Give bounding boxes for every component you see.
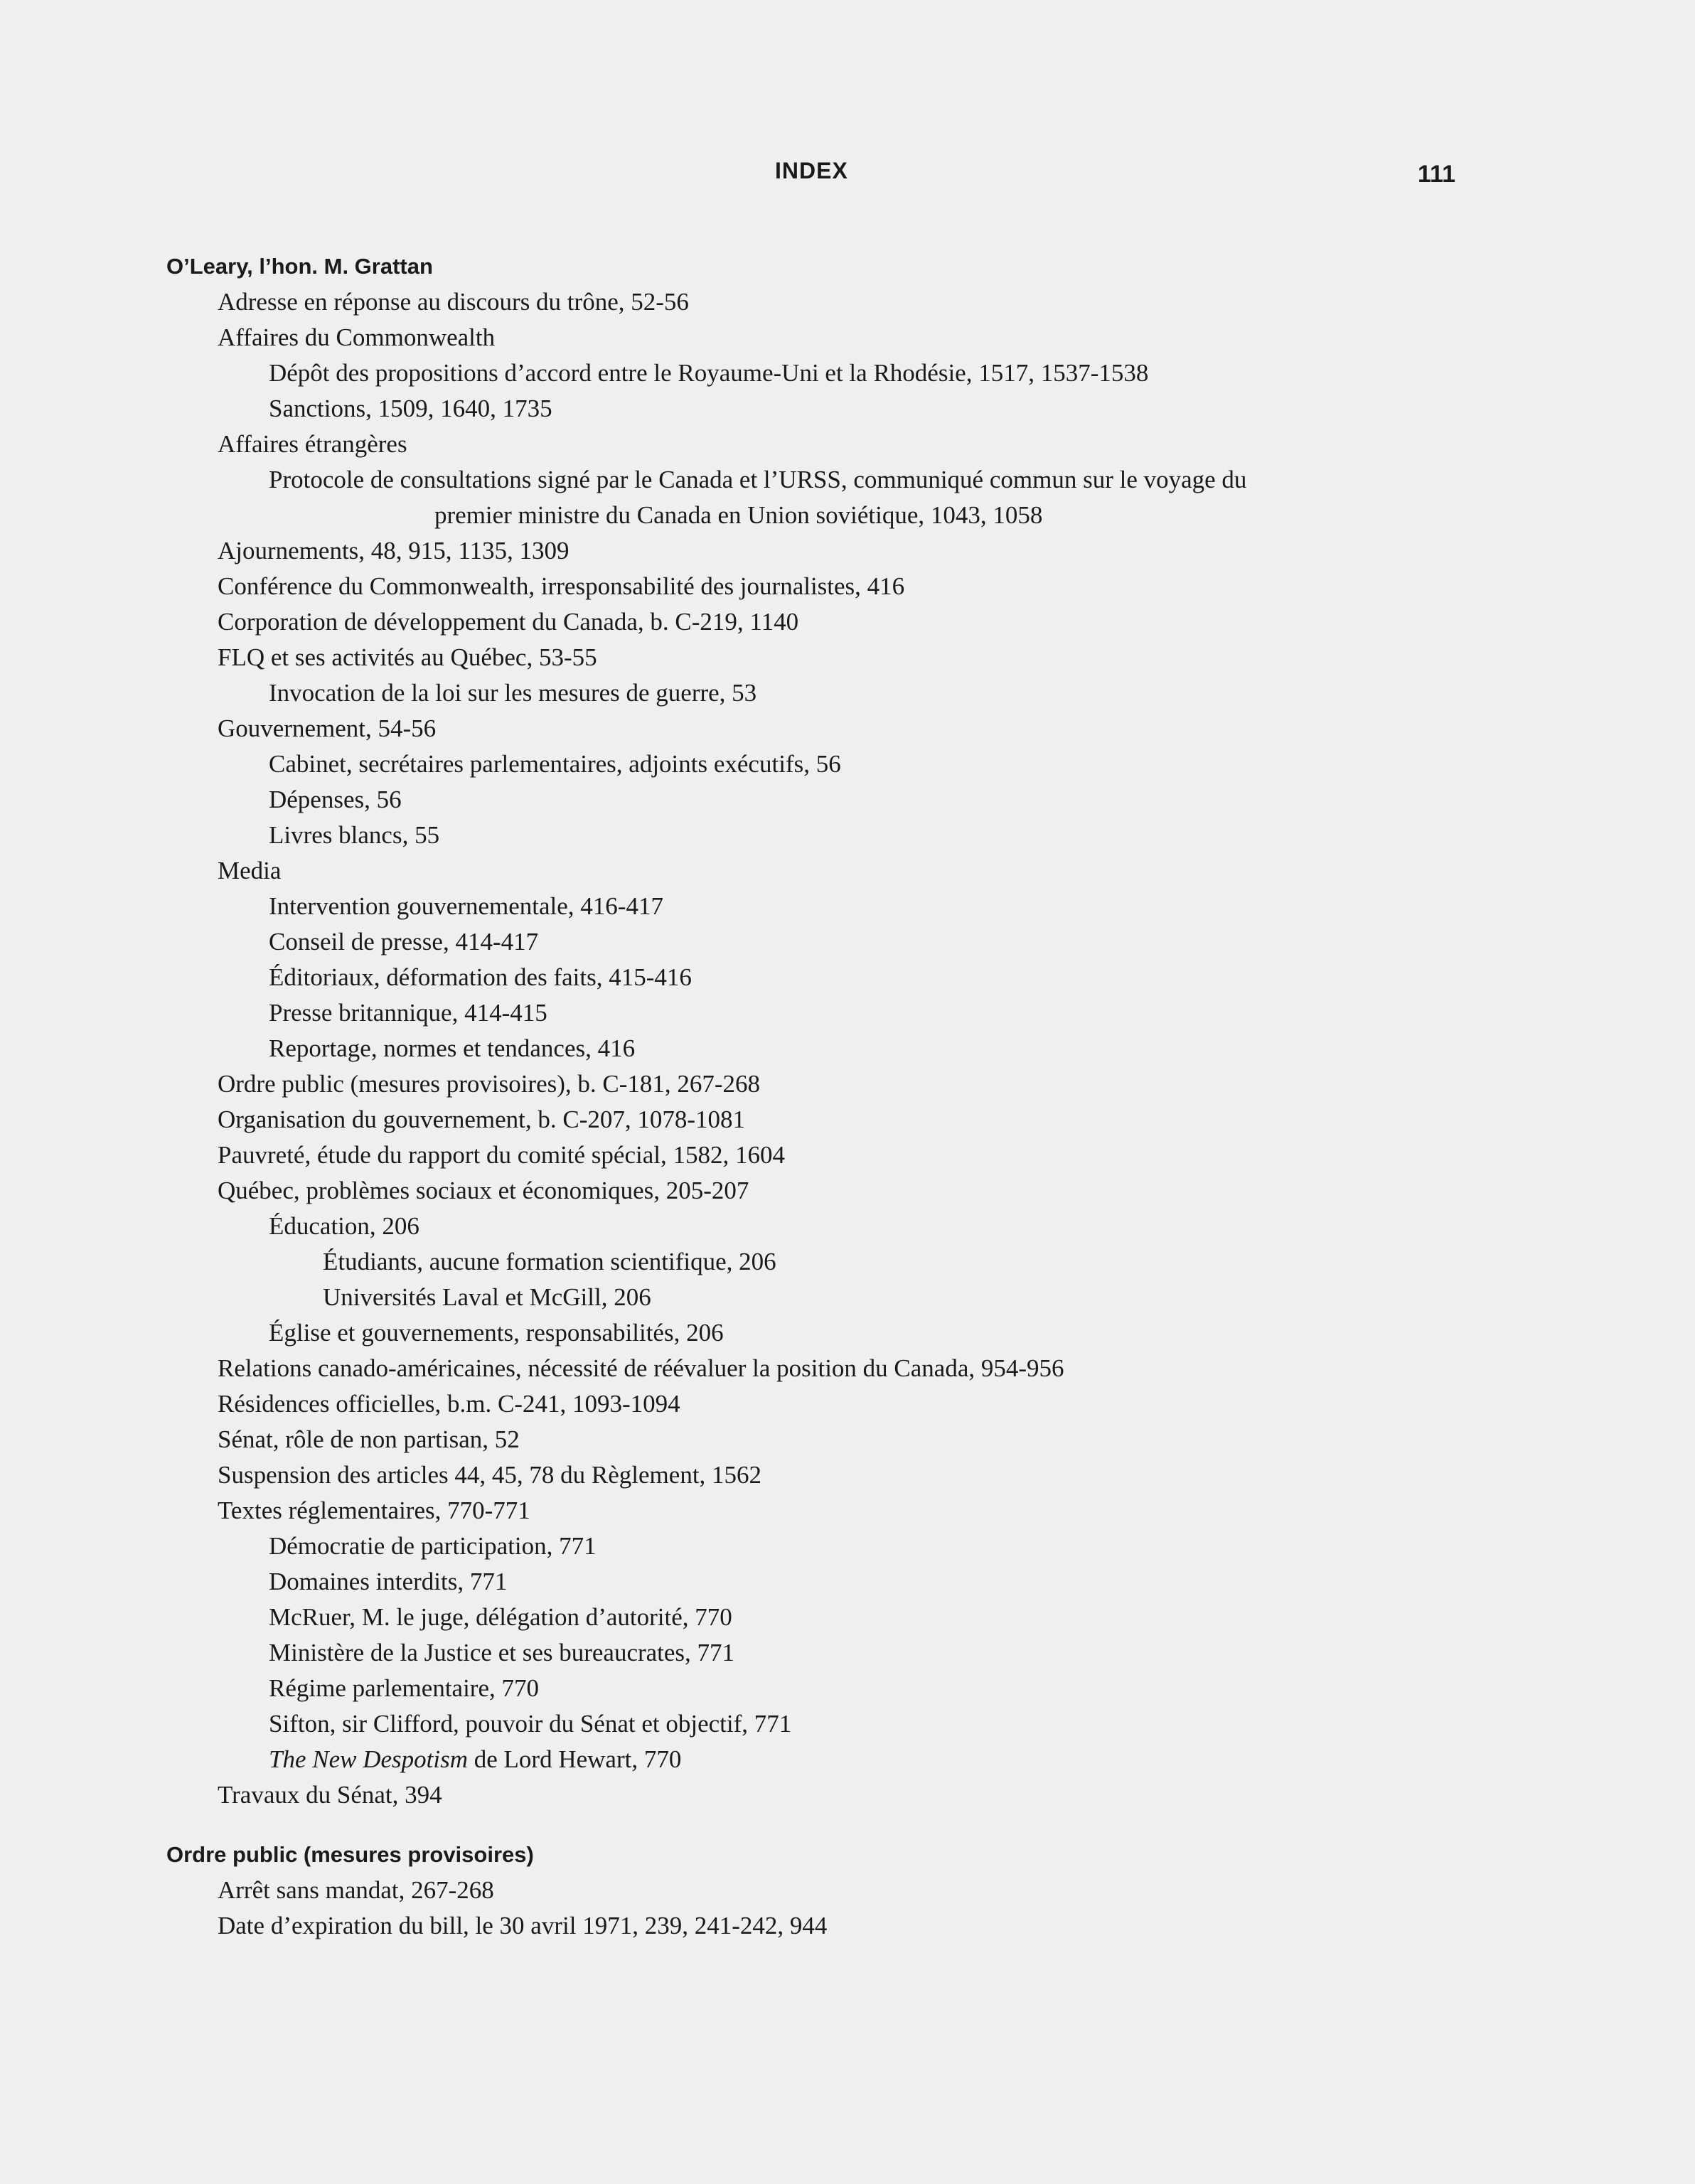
index-entry: Gouvernement, 54-56 bbox=[218, 714, 437, 742]
index-entry: Ajournements, 48, 915, 1135, 1309 bbox=[218, 537, 570, 564]
index-subentry: Sifton, sir Clifford, pouvoir du Sénat et objectif, 771 bbox=[269, 1710, 792, 1738]
index-subentry: Éditoriaux, déformation des faits, 415-416 bbox=[269, 963, 692, 991]
index-entry: Sénat, rôle de non partisan, 52 bbox=[218, 1425, 520, 1453]
index-entry: Résidences officielles, b.m. C-241, 1093-1094 bbox=[218, 1390, 680, 1418]
index-entry: Date d’expiration du bill, le 30 avril 1971, 239, 241-242, 944 bbox=[218, 1912, 828, 1939]
index-subentry: Domaines interdits, 771 bbox=[269, 1568, 508, 1595]
index-subentry: Dépôt des propositions d’accord entre le Royaume-Uni et la Rhodésie, 1517, 1537-1538 bbox=[269, 359, 1149, 387]
index-subentry: Reportage, normes et tendances, 416 bbox=[269, 1034, 636, 1062]
index-entry: Affaires étrangères bbox=[218, 430, 407, 458]
index-subentry: Ministère de la Justice et ses bureaucrates, 771 bbox=[269, 1639, 735, 1666]
index-subentry: Invocation de la loi sur les mesures de guerre, 53 bbox=[269, 679, 757, 707]
index-subentry: Église et gouvernements, responsabilités, 206 bbox=[269, 1319, 724, 1347]
book-title: The New Despotism bbox=[269, 1745, 468, 1773]
index-entry: Ordre public (mesures provisoires), b. C-181, 267-268 bbox=[218, 1070, 761, 1098]
index-subentry: McRuer, M. le juge, délégation d’autorité, 770 bbox=[269, 1603, 732, 1631]
page-number: 111 bbox=[1418, 161, 1455, 188]
index-entry: Québec, problèmes sociaux et économiques, 205-207 bbox=[218, 1177, 749, 1204]
index-subentry: Démocratie de participation, 771 bbox=[269, 1532, 597, 1560]
index-heading: O’Leary, l’hon. M. Grattan bbox=[166, 254, 433, 279]
index-entry: Textes réglementaires, 770-771 bbox=[218, 1497, 530, 1524]
index-entry: Organisation du gouvernement, b. C-207, 1078-1081 bbox=[218, 1106, 746, 1133]
index-subentry: Cabinet, secrétaires parlementaires, adjoints exécutifs, 56 bbox=[269, 750, 841, 778]
book-title-suffix: de Lord Hewart, 770 bbox=[468, 1745, 682, 1773]
index-subentry: Conseil de presse, 414-417 bbox=[269, 928, 539, 956]
index-entry: FLQ et ses activités au Québec, 53-55 bbox=[218, 643, 597, 671]
index-subentry: Régime parlementaire, 770 bbox=[269, 1674, 539, 1702]
index-subentry: Sanctions, 1509, 1640, 1735 bbox=[269, 395, 552, 422]
index-subsubentry: Étudiants, aucune formation scientifique, 206 bbox=[323, 1248, 776, 1275]
index-subentry: Dépenses, 56 bbox=[269, 786, 402, 813]
index-entry: Pauvreté, étude du rapport du comité spécial, 1582, 1604 bbox=[218, 1141, 785, 1169]
index-subentry-continuation: premier ministre du Canada en Union soviétique, 1043, 1058 bbox=[434, 501, 1043, 529]
index-entry: Arrêt sans mandat, 267-268 bbox=[218, 1876, 494, 1904]
index-subentry: Éducation, 206 bbox=[269, 1212, 419, 1240]
index-subentry bbox=[166, 1742, 1489, 1777]
index-entry: Relations canado-américaines, nécessité de réévaluer la position du Canada, 954-956 bbox=[218, 1354, 1064, 1382]
index-entry: Media bbox=[218, 857, 282, 884]
index-subentry: Presse britannique, 414-415 bbox=[269, 999, 547, 1027]
index-subentry: Protocole de consultations signé par le Canada et l’URSS, communiqué commun sur le voyage du bbox=[269, 466, 1247, 493]
index-subentry: Livres blancs, 55 bbox=[269, 821, 440, 849]
index-entry: Corporation de développement du Canada, b. C-219, 1140 bbox=[218, 608, 799, 636]
index-subentry: Intervention gouvernementale, 416-417 bbox=[269, 892, 663, 920]
index-entry: Adresse en réponse au discours du trône, 52-56 bbox=[218, 288, 689, 316]
index-entry: Suspension des articles 44, 45, 78 du Règlement, 1562 bbox=[218, 1461, 762, 1489]
index-entry: Travaux du Sénat, 394 bbox=[218, 1781, 442, 1809]
index-subsubentry: Universités Laval et McGill, 206 bbox=[323, 1283, 651, 1311]
index-entry: Conférence du Commonwealth, irresponsabilité des journalistes, 416 bbox=[218, 572, 905, 600]
index-entry: Affaires du Commonwealth bbox=[218, 323, 496, 351]
index-content bbox=[166, 249, 1489, 1944]
index-heading: Ordre public (mesures provisoires) bbox=[166, 1842, 534, 1867]
page-header-title: INDEX bbox=[775, 158, 848, 183]
